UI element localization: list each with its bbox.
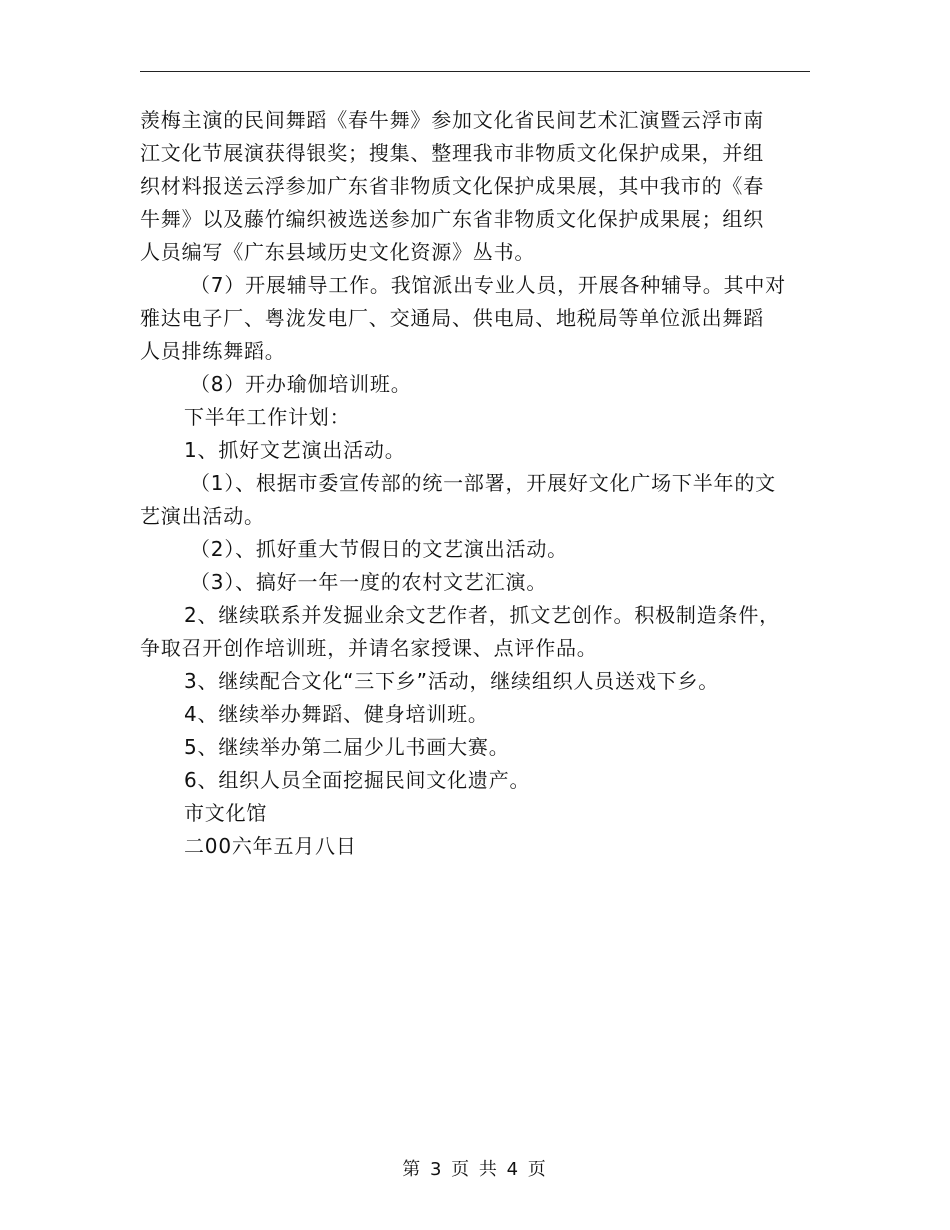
text-line: 雅达电子厂、粤泷发电厂、交通局、供电局、地税局等单位派出舞蹈 [140, 306, 764, 330]
plan-item-3 [140, 665, 812, 698]
text-line: 争取召开创作培训班，并请名家授课、点评作品。 [140, 636, 598, 660]
text-line: （8）开办瑜伽培训班。 [190, 372, 412, 396]
text-line: 人员编写《广东县域历史文化资源》丛书。 [140, 240, 536, 264]
plan-subitem-2 [140, 533, 812, 566]
text-line: 织材料报送云浮参加广东省非物质文化保护成果展，其中我市的《春 [140, 174, 764, 198]
document-body [140, 104, 812, 863]
text-line: 人员排练舞蹈。 [140, 339, 286, 363]
paragraph-item-7 [140, 269, 812, 368]
text-line: 江文化节展演获得银奖；搜集、整理我市非物质文化保护成果，并组 [140, 141, 764, 165]
section-heading-plan [140, 401, 812, 434]
text-line: 4、继续举办舞蹈、健身培训班。 [184, 702, 489, 726]
plan-item-2 [140, 599, 812, 665]
page-number-footer: 第 3 页 共 4 页 [402, 1159, 548, 1180]
plan-item-1 [140, 434, 812, 467]
text-line: 艺演出活动。 [140, 504, 265, 528]
text-line: 市文化馆 [184, 801, 268, 825]
paragraph-item-8 [140, 368, 812, 401]
text-line: 羡梅主演的民间舞蹈《春牛舞》参加文化省民间艺术汇演暨云浮市南 [140, 108, 764, 132]
plan-item-4 [140, 698, 812, 731]
signature-organization [140, 797, 812, 830]
plan-item-5 [140, 731, 812, 764]
signature-date [140, 830, 812, 863]
text-line: 6、组织人员全面挖掘民间文化遗产。 [184, 768, 531, 792]
text-line: 2、继续联系并发掘业余文艺作者，抓文艺创作。积极制造条件， [184, 603, 780, 627]
header-rule [140, 71, 810, 72]
plan-subitem-3 [140, 566, 812, 599]
plan-item-6 [140, 764, 812, 797]
text-line: 二00六年五月八日 [184, 834, 357, 858]
text-line: （1）、根据市委宣传部的统一部署，开展好文化广场下半年的文 [190, 471, 776, 495]
text-line: 5、继续举办第二届少儿书画大赛。 [184, 735, 510, 759]
text-line: 1、抓好文艺演出活动。 [184, 438, 406, 462]
text-line: 牛舞》以及藤竹编织被选送参加广东省非物质文化保护成果展；组织 [140, 207, 764, 231]
plan-subitem-1 [140, 467, 812, 533]
text-line: （7）开展辅导工作。我馆派出专业人员，开展各种辅导。其中对 [190, 273, 786, 297]
text-line: （3）、搞好一年一度的农村文艺汇演。 [190, 570, 548, 594]
paragraph-continued [140, 104, 812, 269]
text-line: 3、继续配合文化“三下乡”活动，继续组织人员送戏下乡。 [184, 669, 720, 693]
text-line: （2）、抓好重大节假日的文艺演出活动。 [190, 537, 568, 561]
text-line: 下半年工作计划： [184, 405, 351, 429]
